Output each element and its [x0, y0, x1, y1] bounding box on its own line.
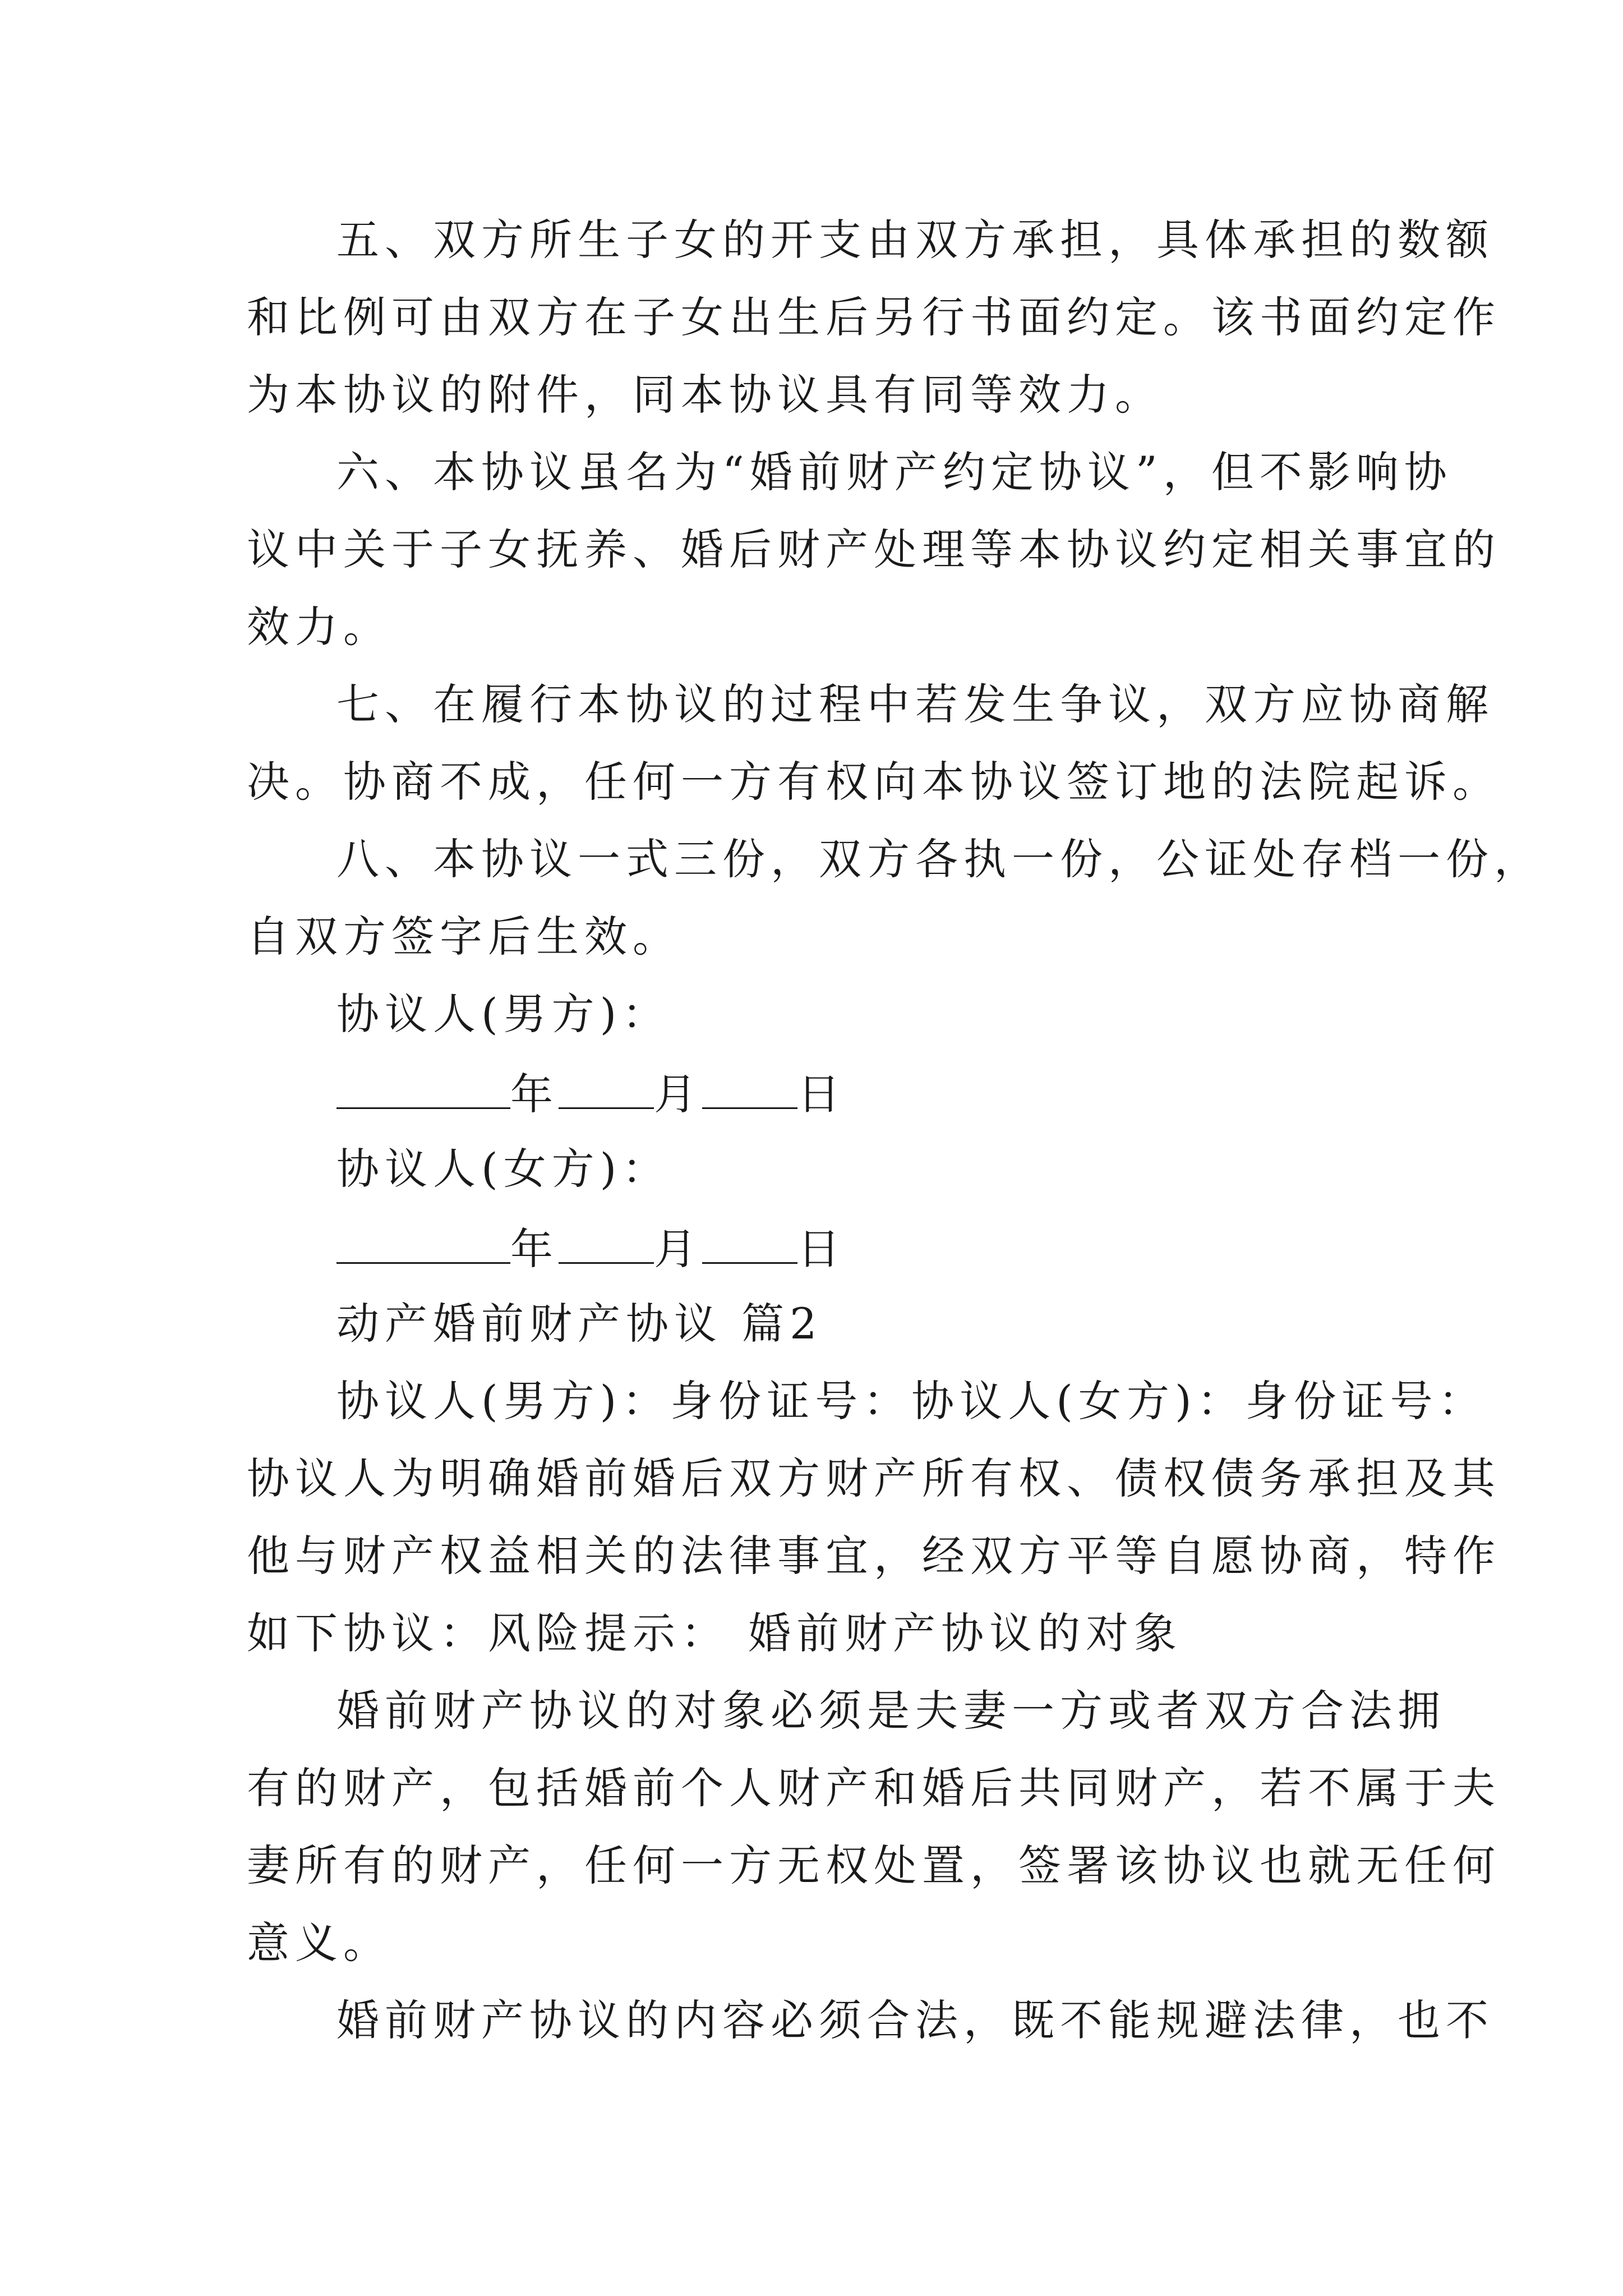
intro-line-2: 协议人为明确婚前婚后双方财产所有权、债权债务承担及其 — [247, 1453, 1501, 1503]
year-label: 年 — [510, 1069, 559, 1119]
clause-5-line-3: 为本协议的附件，同本协议具有同等效力。 — [247, 370, 1163, 420]
clause-8-line-1: 八、本协议一式三份，双方各执一份，公证处存档一份， — [336, 834, 1542, 884]
clause-6-line-3: 效力。 — [247, 602, 391, 652]
signer-male-date — [336, 1069, 1486, 1119]
intro-line-3: 他与财产权益相关的法律事宜，经双方平等自愿协商，特作 — [247, 1531, 1501, 1581]
signer-male-label: 协议人(男方)： — [336, 989, 671, 1039]
day-blank — [702, 1070, 797, 1109]
day-label: 日 — [797, 1224, 846, 1274]
object-line-2: 有的财产，包括婚前个人财产和婚后共同财产，若不属于夫 — [247, 1763, 1501, 1813]
month-label: 月 — [654, 1224, 702, 1274]
year-blank — [336, 1225, 510, 1264]
day-blank — [702, 1225, 797, 1264]
clause-6-line-1: 六、本协议虽名为“婚前财产约定协议”，但不影响协 — [336, 447, 1453, 497]
clause-6-line-2: 议中关于子女抚养、婚后财产处理等本协议约定相关事宜的 — [247, 524, 1501, 574]
year-label: 年 — [510, 1224, 559, 1274]
year-blank — [336, 1070, 510, 1109]
object-line-4: 意义。 — [247, 1918, 391, 1968]
day-label: 日 — [797, 1069, 846, 1119]
clause-5-line-1: 五、双方所生子女的开支由双方承担，具体承担的数额 — [336, 215, 1494, 265]
month-blank — [559, 1225, 654, 1264]
signer-female-label: 协议人(女方)： — [336, 1144, 671, 1194]
intro-line-4: 如下协议：风险提示： 婚前财产协议的对象 — [247, 1608, 1183, 1658]
object-line-1: 婚前财产协议的对象必须是夫妻一方或者双方合法拥 — [336, 1686, 1446, 1736]
intro-line-1: 协议人(男方)：身份证号：协议人(女方)：身份证号： — [336, 1376, 1487, 1426]
signer-female-date — [336, 1224, 1486, 1274]
content-line-1: 婚前财产协议的内容必须合法，既不能规避法律，也不 — [336, 1995, 1494, 2045]
section-2-title: 动产婚前财产协议 篇2 — [336, 1299, 823, 1349]
clause-7-line-2: 决。协商不成，任何一方有权向本协议签订地的法院起诉。 — [247, 757, 1501, 807]
month-label: 月 — [654, 1069, 702, 1119]
clause-7-line-1: 七、在履行本协议的过程中若发生争议，双方应协商解 — [336, 679, 1494, 729]
clause-8-line-2: 自双方签字后生效。 — [247, 912, 681, 961]
clause-5-line-2: 和比例可由双方在子女出生后另行书面约定。该书面约定作 — [247, 292, 1501, 342]
object-line-3: 妻所有的财产，任何一方无权处置，签署该协议也就无任何 — [247, 1841, 1501, 1890]
month-blank — [559, 1070, 654, 1109]
